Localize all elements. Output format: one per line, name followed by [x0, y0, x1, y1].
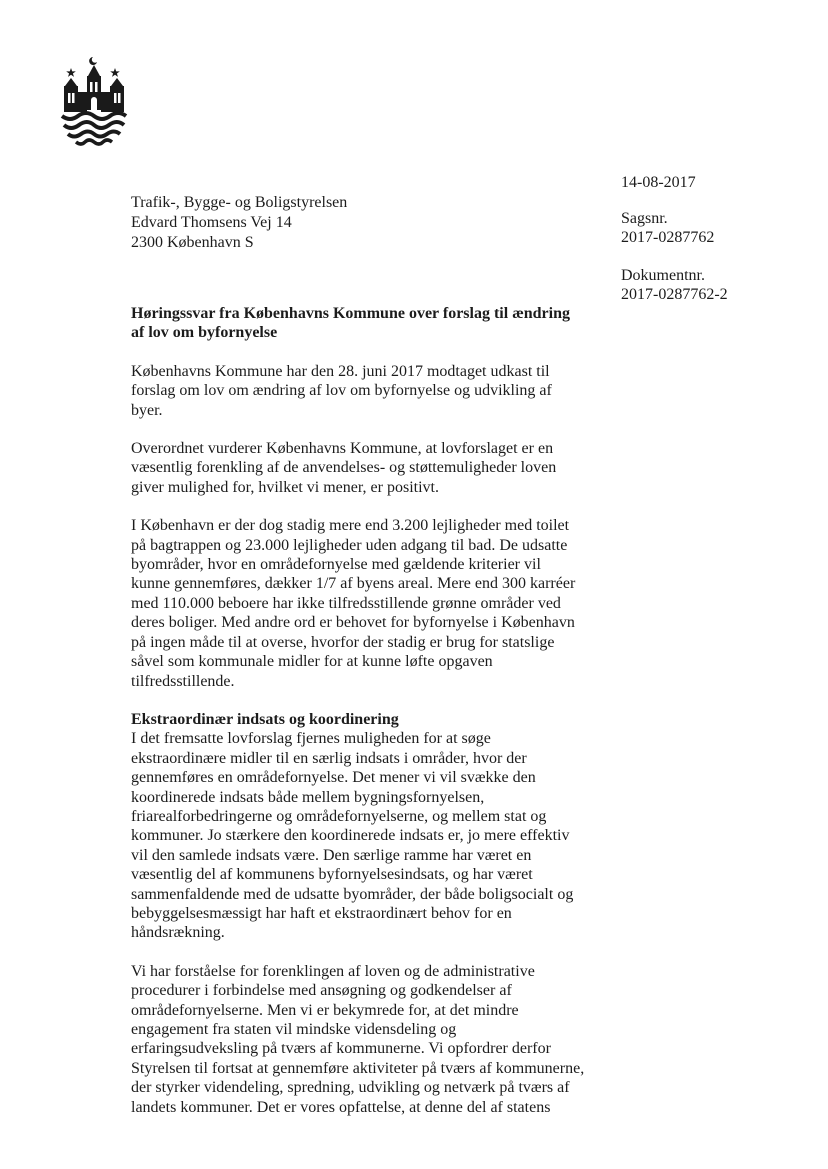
letter-title: Høringssvar fra Københavns Kommune over forslag til ændring af lov om byfornyelse [131, 305, 570, 342]
letter-date: 14-08-2017 [621, 174, 696, 191]
paragraph-section-1: I det fremsatte lovforslag fjernes muligheden for at søge ekstraordinære midler til en særlig indsats i områder, hvor der gennemføres en områdefornyelse. Det mener vi vil svække den koordinerede indsats både mellem bygningsfornyelsen, friarealforbedringerne og områdefornyelserne, og mellem stat og kommuner. Jo stærkere den koordinerede indsats er, jo mere effektiv vil den samlede indsats være. Den særlige ramme har været en væsentlig del af kommunens byfornyelsesindsats, og har været sammenfaldende med de udsatte byområder, der både boligsocialt og bebyggelsesmæssigt har haft et ekstraordinært behov for en håndsrækning. [131, 730, 574, 942]
recipient-city: 2300 København S [131, 234, 254, 251]
paragraph-intro: Københavns Kommune har den 28. juni 2017 modtaget udkast til forslag om lov om ændring af lov om byfornyelse og udvikling af byer. [131, 362, 552, 419]
section-heading: Ekstraordinær indsats og koordinering [131, 710, 399, 728]
document-number-label: Dokumentnr. [621, 267, 705, 284]
coat-of-arms-logo [58, 56, 130, 148]
paragraph-needs: I København er der dog stadig mere end 3.200 lejligheder med toilet på bagtrappen og 23.000 lejligheder uden adgang til bad. De udsatte byområder, hvor en områdefornyelse med gældende kriterier vil kunne gennemføres, dækker 1/7 af byens areal. Mere end 300 karréer med 110.000 beboere har ikke tilfredsstillende grønne områder ved deres boliger. Med andre ord er behovet for byfornyelse i København på ingen måde til at overse, hvorfor der stadig er brug for statslige såvel som kommunale midler for at kunne løfte opgaven tilfredsstillende. [131, 517, 576, 690]
paragraph-section-2: Vi har forståelse for forenklingen af loven og de administrative procedurer i forbindelse med ansøgning og godkendelser af områdefornyelserne. Men vi er bekymrede for, at det mindre engagement fra staten vil mindske vidensdeling og erfaringsudveksling på tværs af kommunerne. Vi opfordrer derfor Styrelsen til fortsat at gennemføre aktiviteter på tværs af kommunerne, der styrker videndeling, spredning, udvikling og netværk på tværs af landets kommuner. Det er vores opfattelse, at denne del af statens [131, 962, 585, 1116]
recipient-address [131, 193, 347, 253]
case-number: 2017-0287762 [621, 229, 715, 246]
case-number-label: Sagsnr. [621, 210, 668, 227]
letter-body [131, 304, 601, 1136]
paragraph-assessment: Overordnet vurderer Københavns Kommune, at lovforslaget er en væsentlig forenkling af de anvendelses- og støttemuligheder loven giver mulighed for, hvilket vi mener, er positivt. [131, 440, 557, 496]
recipient-name: Trafik-, Bygge- og Boligstyrelsen [131, 194, 348, 211]
recipient-street: Edvard Thomsens Vej 14 [131, 214, 292, 231]
document-number: 2017-0287762-2 [621, 286, 728, 303]
document-metadata [621, 173, 811, 323]
